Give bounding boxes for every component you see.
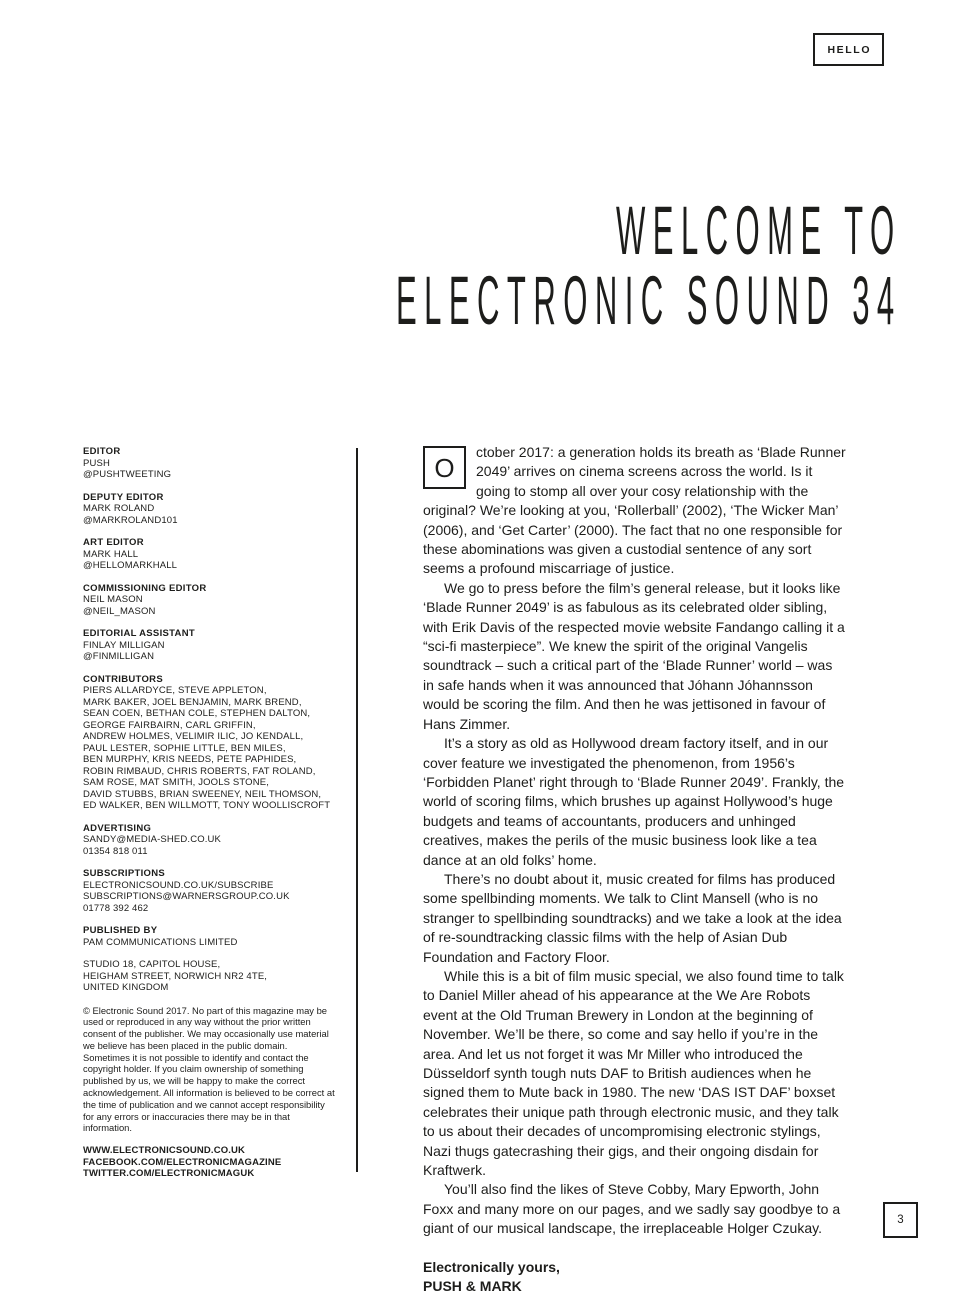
masthead-section-advertising <box>83 823 345 858</box>
masthead-lines <box>83 834 345 857</box>
text-line: FACEBOOK.COM/ELECTRONICMAGAZINE <box>83 1156 282 1168</box>
text-line: BEN MURPHY, KRIS NEEDS, PETE PAPHIDES, <box>83 754 297 765</box>
text-line: @FINMILLIGAN <box>83 651 155 662</box>
text-line: TWITTER.COM/ELECTRONICMAGUK <box>83 1168 255 1180</box>
text-line: @PUSHTWEETING <box>83 469 172 480</box>
signoff-line: Electronically yours, <box>423 1258 560 1275</box>
text-line: FINLAY MILLIGAN <box>83 639 165 651</box>
masthead-heading: CONTRIBUTORS <box>83 673 163 685</box>
page-title-line1: WELCOME TO <box>615 192 902 269</box>
text-line: 01778 392 462 <box>83 902 149 914</box>
page-title <box>0 192 902 339</box>
drop-cap-letter: O <box>434 452 455 483</box>
text-line: HEIGHAM STREET, NORWICH NR2 4TE, <box>83 970 268 982</box>
masthead-heading: PUBLISHED BY <box>83 925 158 936</box>
page-title-line2: ELECTRONIC SOUND 34 <box>395 262 902 339</box>
text-line: DAVID STUBBS, BRIAN SWEENEY, NEIL THOMSON, <box>83 788 322 800</box>
text-line: UNITED KINGDOM <box>83 982 169 993</box>
masthead-section-editorial-assistant <box>83 628 345 663</box>
masthead-section-published-by <box>83 925 345 948</box>
text-line: SANDY@MEDIA-SHED.CO.UK <box>83 834 222 845</box>
text-line: NEIL MASON <box>83 594 143 605</box>
masthead-heading: SUBSCRIPTIONS <box>83 868 166 879</box>
masthead-section-commissioning-editor <box>83 583 345 618</box>
text-line: ED WALKER, BEN WILLMOTT, TONY WOOLLISCROFT <box>83 800 331 811</box>
masthead-lines <box>83 640 345 663</box>
masthead-section-editor <box>83 446 345 481</box>
editorial-paragraph: There’s no doubt about it, music created for films has produced some spellbinding moments. We talk to Clint Mansell (who is no stranger to spellbinding soundtracks) and we take a look at the idea of re-soundtracking classic films with the help of Asian Dub Foundation and Factory Floor. <box>423 870 842 965</box>
text-line: PIERS ALLARDYCE, STEVE APPLETON, <box>83 685 267 696</box>
editorial-paragraph: It’s a story as old as Hollywood dream factory itself, and in our cover feature we investigated the phenomenon, from 1956’s ‘Forbidden Planet’ right through to ‘Blade Runner 2049’. Frankly, the world of scoring films, which brushes up against Hollywood’s huge budgets and teams of accountants, producers and unhinged creatives, makes the perils of the music business look like a tea dance at an old folks’ home. <box>423 735 845 868</box>
text-line: SEAN COEN, BETHAN COLE, STEPHEN DALTON, <box>83 708 311 719</box>
text-line: ANDREW HOLMES, VELIMIR ILIC, JO KENDALL, <box>83 731 304 742</box>
masthead-heading: EDITORIAL ASSISTANT <box>83 628 195 639</box>
page-number: 3 <box>897 1214 904 1226</box>
masthead-section-deputy-editor <box>83 492 345 527</box>
drop-cap-box <box>423 446 466 489</box>
editorial-signoff <box>423 1258 847 1296</box>
text-line: SUBSCRIPTIONS@WARNERSGROUP.CO.UK <box>83 891 290 902</box>
masthead-heading: ADVERTISING <box>83 822 152 834</box>
masthead-heading: COMMISSIONING EDITOR <box>83 582 207 594</box>
magazine-links <box>83 1145 345 1180</box>
masthead-lines <box>83 937 345 949</box>
text-line: @MARKROLAND101 <box>83 514 178 526</box>
text-line: 01354 818 011 <box>83 845 148 857</box>
masthead-lines <box>83 685 345 812</box>
masthead-lines <box>83 458 345 481</box>
masthead-lines <box>83 549 345 572</box>
text-line: MARK BAKER, JOEL BENJAMIN, MARK BREND, <box>83 696 302 708</box>
text-line: WWW.ELECTRONICSOUND.CO.UK <box>83 1145 246 1157</box>
text-line: PUSH <box>83 457 110 469</box>
masthead-section-contributors <box>83 674 345 812</box>
text-line: SAM ROSE, MAT SMITH, JOOLS STONE, <box>83 777 270 788</box>
editorial-letter <box>423 443 847 1296</box>
masthead-section-art-editor <box>83 537 345 572</box>
text-line: ELECTRONICSOUND.CO.UK/SUBSCRIBE <box>83 879 274 891</box>
masthead-section-subscriptions <box>83 868 345 914</box>
masthead-lines <box>83 503 345 526</box>
text-line: PAM COMMUNICATIONS LIMITED <box>83 936 238 948</box>
column-divider-rule <box>356 448 358 1172</box>
editorial-paragraph: We go to press before the film’s general release, but it looks like ‘Blade Runner 2049’ is as fabulous as its celebrated older sibling, with Erik Davis of the respected movie website Fandango calling it a “sci-fi masterpiece”. We knew the spirit of the original Vangelis soundtrack – such a critical part of the ‘Blade Runner’ world – was in safe hands when it was announced that Jóhann Jóhannsson would be scoring the film. And then he was jettisoned in favour of Hans Zimmer. <box>423 579 845 732</box>
publisher-address <box>83 959 345 994</box>
text-line: GEORGE FAIRBAIRN, CARL GRIFFIN, <box>83 719 256 731</box>
masthead-heading: DEPUTY EDITOR <box>83 491 164 503</box>
text-line: MARK ROLAND <box>83 503 155 514</box>
masthead-heading: ART EDITOR <box>83 537 144 548</box>
editorial-paragraph: You’ll also find the likes of Steve Cobby, Mary Epworth, John Foxx and many more on our pages, and we sadly say goodbye to a giant of our musical landscape, the irreplaceable Holger Czukay. <box>423 1181 841 1237</box>
masthead-sidebar <box>83 446 345 1180</box>
editorial-paragraph: While this is a bit of film music special, we also found time to talk to Daniel Miller ahead of his appearance at the We Are Robots event at the Old Truman Brewery in London at the beginning of November. We’ll be there, so come and say hello if you’re in the area. And let us not forget it was Mr Miller who introduced the Düsseldorf synth tough nuts DAF to British audiences when he signed them to Mute back in 1980. The new ‘DAS IST DAF’ boxset celebrates their unique path through electronic music, and they talk to us about their decades of uncompromising electronic stylings, Nazi thugs gatecrashing their gigs, and their ongoing disdain for Kraftwerk. <box>423 967 844 1179</box>
text-line: PAUL LESTER, SOPHIE LITTLE, BEN MILES, <box>83 742 286 754</box>
editorial-paragraph <box>423 443 847 579</box>
copyright-notice: © Electronic Sound 2017. No part of this magazine may be used or reproduced in any way without the prior written consent of the publisher. We may occasionally use material we believe has been placed in the public domain. Sometimes it is not possible to identify and contact the copyright holder. If you claim ownership of something published by us, we will be happy to make the correct acknowledgement. All information is believed to be correct at the time of publication and we cannot accept responsibility for any errors or inaccuracies there may be in that information. <box>83 1004 335 1134</box>
hello-badge <box>813 33 884 66</box>
masthead-lines <box>83 880 345 915</box>
signoff-name: PUSH & MARK <box>423 1278 522 1295</box>
text-line: MARK HALL <box>83 548 139 560</box>
masthead-lines <box>83 594 345 617</box>
text-line: @HELLOMARKHALL <box>83 560 178 571</box>
text-line: STUDIO 18, CAPITOL HOUSE, <box>83 959 221 970</box>
text-line: @NEIL_MASON <box>83 605 156 617</box>
text-line: ROBIN RIMBAUD, CHRIS ROBERTS, FAT ROLAND, <box>83 765 316 777</box>
masthead-heading: EDITOR <box>83 446 121 457</box>
hello-badge-label: HELLO <box>827 43 872 56</box>
editorial-paragraph-text: ctober 2017: a generation holds its breath as ‘Blade Runner 2049’ arrives on cinema screens across the world. Is it going to stomp all over your cosy relationship with the original? We’re looking at you, ‘Rollerball’ (2002), ‘The Wicker Man’ (2006), and ‘Get Carter’ (2000). The fact that no one responsible for these abominations was given a custodial sentence of any sort seems a profound miscarriage of justice. <box>423 444 846 577</box>
page-number-box <box>883 1202 918 1238</box>
